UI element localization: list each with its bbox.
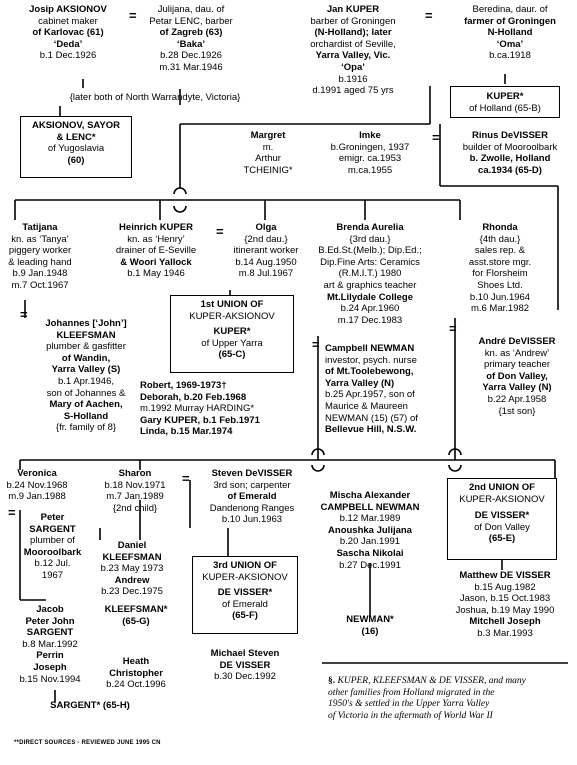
box-aksionov: AKSIONOV, SAYOR & LENC* of Yugoslavia (60) (20, 116, 132, 178)
person-jan: Jan KUPER barber of Groningen (N-Holland); later orchardist of Seville, Yarra Valley, Vic. ‘Opa’ b.1916 d.1991 aged 75 yrs (310, 4, 396, 97)
marriage-symbol: = (425, 8, 433, 23)
note-line: other families from Holland migrated in the (328, 687, 495, 698)
person-tatijana: Tatijana kn. as ‘Tanya’ piggery worker & leading hand b.9 Jan.1948 m.7 Oct.1967 (8, 222, 72, 291)
kleefsman-children: Daniel KLEEFSMAN b.23 May 1973 Andrew b.23 Dec.1975 (100, 540, 164, 598)
box-union-1: 1st UNION OF KUPER-AKSIONOV KUPER* of Upper Yarra (65-C) (170, 295, 294, 373)
person-campbell: Campbell NEWMAN investor, psych. nurse of Mt.Toolebewong, Yarra Valley (N) b.25 Apr.1957, son of Maurice & Maureen NEWMAN (15) (57) of Bellevue Hill, N.S.W. (325, 343, 418, 436)
person-julijana: Julijana, dau. of Petar LENC, barber of Zagreb (63) ‘Baka’ b.28 Dec.1926 m.31 Mar.1946 (149, 4, 233, 73)
person-heath: Heath Christopher b.24 Oct.1996 (106, 656, 166, 691)
person-heinrich: Heinrich KUPER kn. as ‘Henry’ drainer of E-Seville & Woori Yallock b.1 May 1946 (115, 222, 197, 280)
person-josip: Josip AKSIONOV cabinet maker of Karlovac (61) ‘Deda’ b.1 Dec.1926 (29, 4, 107, 62)
sargent-ref: SARGENT* (65-H) (50, 700, 130, 711)
note-line: of Victoria in the aftermath of World War II (328, 710, 493, 721)
person-imke: Imke b.Groningen, 1937 emigr. ca.1953 m.ca.1955 (330, 130, 410, 176)
person-rinus: Rinus DeVISSER builder of Mooroolbark b. Zwolle, Holland ca.1934 (65-D) (462, 130, 558, 176)
person-andre: André DeVISSER kn. as ‘Andrew’ primary teacher of Don Valley, Yarra Valley (N) b.22 Apr.1958 {1st son} (478, 336, 556, 417)
person-margret: Margret m. Arthur TCHEINIG* (243, 130, 293, 176)
footer-source: **DIRECT SOURCES - REVIEWED JUNE 1995 CN (14, 740, 161, 746)
note-marker: §. (328, 676, 336, 686)
later-note: {later both of North Warrandyte, Victoria} (69, 92, 241, 103)
person-brenda: Brenda Aurelia {3rd dau.} B.Ed.St.(Melb.); Dip.Ed.; Dip.Fine Arts: Ceramics (R.M.I.T.) 1980 art & graphics teacher Mt.Lilydale College b.24 Apr.1960 m.17 Dec.1983 (318, 222, 422, 326)
box-union-2: 2nd UNION OF KUPER-AKSIONOV DE VISSER* of Don Valley (65-E) (447, 478, 557, 560)
note-line: 1950's & settled in the Upper Yarra Valley (328, 699, 490, 709)
marriage-symbol: = (432, 130, 440, 145)
marriage-symbol: = (216, 224, 224, 239)
marriage-symbol: = (182, 471, 190, 486)
person-beredina: Beredina, daur. of farmer of Groningen N-Holland ‘Oma’ b.ca.1918 (464, 4, 556, 62)
marriage-symbol: = (312, 337, 320, 352)
marriage-symbol: = (449, 321, 457, 336)
kleefsman-ref: KLEEFSMAN* (65-G) (104, 604, 168, 627)
box-kuper-holland: KUPER* of Holland (65-B) (450, 86, 560, 118)
migration-note (328, 676, 573, 722)
marriage-symbol: = (129, 8, 137, 23)
person-olga: Olga {2nd dau.} itinerant worker b.14 Aug.1950 m.8 Jul.1967 (233, 222, 299, 280)
box-union-3: 3rd UNION OF KUPER-AKSIONOV DE VISSER* of Emerald (65-F) (192, 556, 298, 634)
newman-ref: NEWMAN* (16) (346, 614, 394, 637)
person-peter: Peter SARGENT plumber of Mooroolbark b.12 Jul. 1967 (23, 512, 82, 581)
marriage-symbol: = (8, 505, 16, 520)
kuper-children: Robert, 1969-1973† Deborah, b.20 Feb.1968 m.1992 Murray HARDING* Gary KUPER, b.1 Feb.1971 Linda, b.15 Mar.1974 (140, 380, 260, 438)
person-veronica: Veronica b.24 Nov.1968 m.9 Jan.1988 (6, 468, 68, 503)
newman-children: Mischa Alexander CAMPBELL NEWMAN b.12 Mar.1989 Anoushka Julijana b.20 Jan.1991 Sascha Nikolai b.27 Dec.1991 (320, 490, 420, 571)
sargent-children: Jacob Peter John SARGENT b.8 Mar.1992 Perrin Joseph b.15 Nov.1994 (19, 604, 81, 685)
note-line: KUPER, KLEEFSMAN & DE VISSER, and many (337, 676, 526, 686)
devisser-children: Matthew DE VISSER b.15 Aug.1982 Jason, b.15 Oct.1983 Joshua, b.19 May 1990 Mitchell Joseph b.3 Mar.1993 (455, 570, 555, 639)
person-rhonda: Rhonda {4th dau.} sales rep. & asst.store mgr. for Florsheim Shoes Ltd. b.10 Jun.1964 m.6 Mar.1982 (468, 222, 532, 315)
person-steven: Steven DeVISSER 3rd son; carpenter of Emerald Dandenong Ranges b.10 Jun.1963 (209, 468, 295, 526)
person-michael: Michael Steven DE VISSER b.30 Dec.1992 (210, 648, 280, 683)
person-johannes: Johannes [‘John’] KLEEFSMAN plumber & gasfitter of Wandin, Yarra Valley (S) b.1 Apr.1946, son of Johannes & Mary of Aachen, S-Holland {fr. family of 8} (45, 318, 127, 434)
person-sharon: Sharon b.18 Nov.1971 m.7 Jan.1989 {2nd child} (104, 468, 166, 514)
marriage-symbol: = (20, 307, 28, 322)
